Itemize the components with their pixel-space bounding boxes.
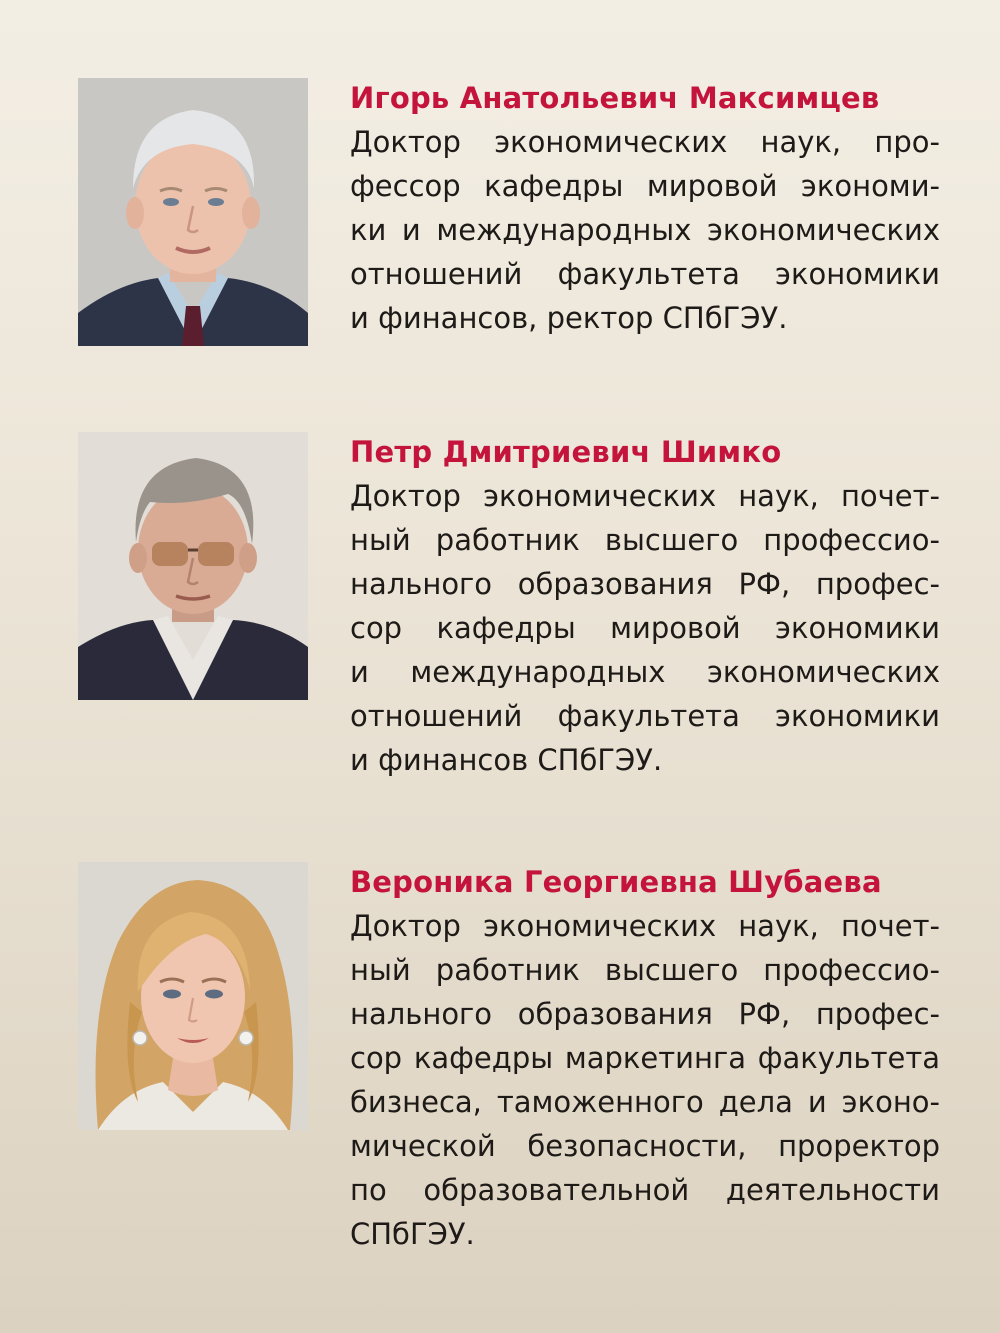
portrait-woman-blonde-icon <box>78 862 308 1130</box>
bio-line: отношений факультета экономики <box>350 257 940 291</box>
bio-line: ный работник высшего профессио- <box>350 953 940 987</box>
person-bio <box>350 904 940 1256</box>
bio-line: фессор кафедры мировой экономи- <box>350 169 940 203</box>
bio-line: сор кафедры маркетинга факультета <box>350 1041 940 1075</box>
bio-line: и финансов СПбГЭУ. <box>350 743 663 777</box>
bio-line: ки и международных экономических <box>350 213 940 247</box>
person-name: Вероника Георгиевна Шубаева <box>350 865 882 899</box>
bio-line: и международных экономических <box>350 655 940 689</box>
person-text <box>350 76 940 340</box>
bio-line: и финансов, ректор СПбГЭУ. <box>350 301 788 335</box>
portrait-man-glasses-icon <box>78 432 308 700</box>
bio-line: нального образования РФ, профес- <box>350 997 940 1031</box>
bio-line: ный работник высшего профессио- <box>350 523 940 557</box>
bio-line: нального образования РФ, профес- <box>350 567 940 601</box>
portrait-photo-2 <box>78 432 308 700</box>
person-name: Игорь Анатольевич Максимцев <box>350 81 880 115</box>
bio-line: СПбГЭУ. <box>350 1217 475 1251</box>
person-text <box>350 860 940 1256</box>
bio-line: Доктор экономических наук, почет- <box>350 909 940 943</box>
person-name: Петр Дмитриевич Шимко <box>350 435 782 469</box>
portrait-man-gray-hair-icon <box>78 78 308 346</box>
bio-line: бизнеса, таможенного дела и эконо- <box>350 1085 940 1119</box>
bio-line: мической безопасности, проректор <box>350 1129 940 1163</box>
bio-line: сор кафедры мировой экономики <box>350 611 940 645</box>
bio-line: отношений факультета экономики <box>350 699 940 733</box>
bio-line: Доктор экономических наук, почет- <box>350 479 940 513</box>
person-bio <box>350 474 940 782</box>
bio-line: по образовательной деятельности <box>350 1173 940 1207</box>
bio-line: Доктор экономических наук, про- <box>350 125 940 159</box>
person-text <box>350 430 940 782</box>
portrait-photo-1 <box>78 78 308 346</box>
portrait-photo-3 <box>78 862 308 1130</box>
person-bio <box>350 120 940 340</box>
